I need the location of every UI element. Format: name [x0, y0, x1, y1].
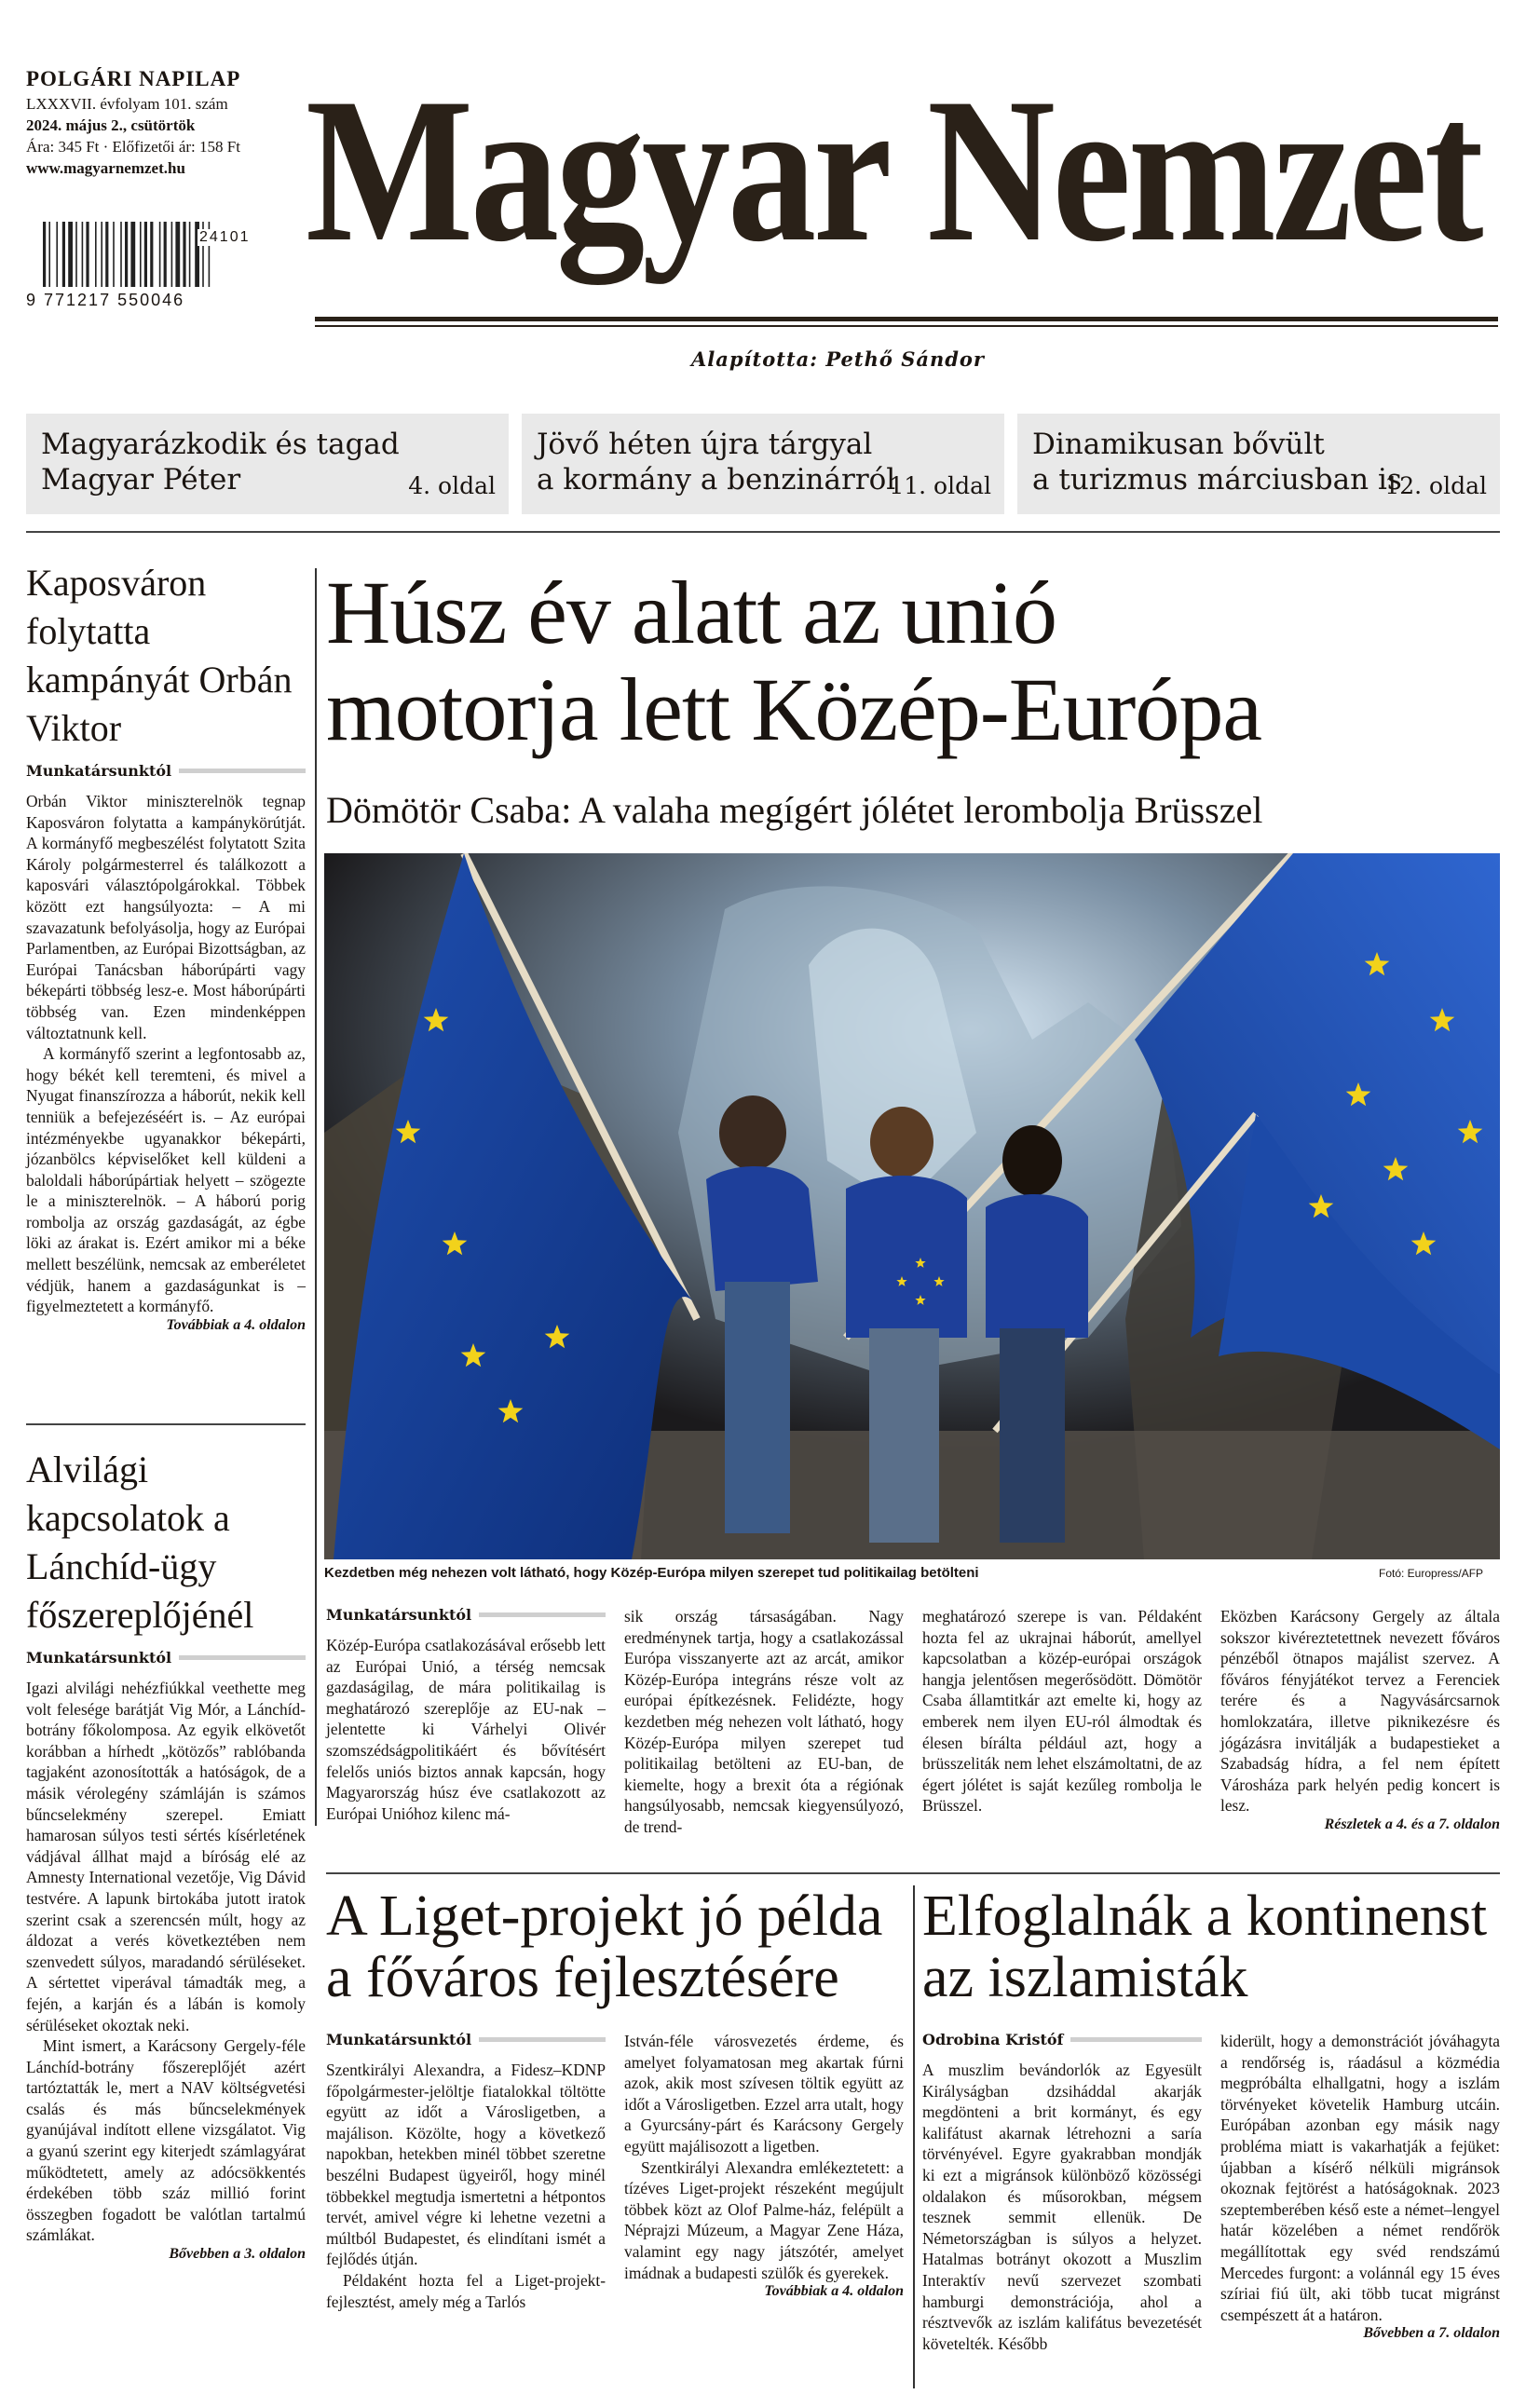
byline-rule	[1070, 2037, 1202, 2042]
article-byline: Munkatársunktól	[326, 1606, 472, 1624]
main-column-1	[326, 1606, 606, 1824]
article-body	[624, 2031, 904, 2283]
issue-date: 2024. május 2., csütörtök	[26, 116, 196, 134]
volume-info: LXXXVII. évfolyam 101. szám	[26, 95, 228, 113]
byline-rule	[479, 2037, 606, 2042]
liget-column-1	[326, 2031, 606, 2312]
article-paragraph: Orbán Viktor miniszterelnök tegnap Kaposváron folytatta a kampánykörútját. A kormányfő megbeszélést folytatott Szita Károly polgármesterrel és találkozott a kaposvári választópolgárokkal. Többek között ezt hangsúlyozta: – A mi szavazatunk befolyásolja, hogy az Európai Parlamentben, az Európai Bizottságban, az Európai Tanácsban háborúpárti vagy békepárti többség lesz-e. Most háborúpárti többség van. Ezen mindenképpen változtatnunk kell.	[26, 792, 306, 1042]
article-kaposvar	[26, 559, 306, 1334]
headline-line: Elfoglalnák a kontinenst	[922, 1884, 1488, 1948]
article-body	[326, 2060, 606, 2312]
teaser-line: a turizmus márciusban is	[1032, 463, 1402, 497]
section-divider	[26, 531, 1500, 533]
article-paragraph: Eközben Karácsony Gergely az általa sokszor kivéreztetettnek nevezett főváros pénzéből ötnapos majálist szervez. A főváros fényjátékot tervez a Ferenciek terére és a Nagyvásárcsarnok homlokzatára, illetve piknikezésre és jógázásra invitálják a budapestieket a Szabadság hídra, a fel nem épített Városháza park helyén pedig koncert is lesz.	[1220, 1607, 1500, 1816]
article-paragraph: kiderült, hogy a demonstrációt jóváhagyta a rendőrség is, ráadásul a közmédia megpróbálta elhallgatni, hogy a iszlám törvényeket követelik Hamburg utcáin. Európában azonban egy másik nagy probléma miatt is vakarhatják a fejüket: újabban a kísérő nélküli migránsok okoznak fejtörést a hatóságoknak. 2023 szeptemberében késő este a német–lengyel határ közelében a német rendőrök megállítottak egy svéd rendszámú Mercedes furgont: a volánnál egy 15 éves szíriai fiú ült, aki több tucat migránst csempészett át a határon.	[1220, 2032, 1500, 2324]
photo-caption: Kezdetben még nehezen volt látható, hogy Közép-Európa milyen szerepet tud politikailag betölteni	[324, 1565, 979, 1581]
main-headline-line: Húsz év alatt az unió	[326, 563, 1057, 662]
headline-line: A Liget-projekt jó példa	[326, 1884, 883, 1948]
article-headline[interactable]: Alvilági kapcsolatok a Lánchíd-ügy főszereplőjénél	[26, 1449, 254, 1636]
website-link[interactable]: www.magyarnemzet.hu	[26, 159, 185, 177]
continued-link[interactable]: Továbbiak a 4. oldalon	[764, 2283, 904, 2300]
section-divider	[326, 1872, 1500, 1874]
iszlam-column-1	[922, 2031, 1202, 2354]
eu-flags-photo	[324, 853, 1500, 1559]
teaser-line: a kormány a benzinárról	[537, 463, 896, 497]
article-paragraph: Szentkirályi Alexandra, a Fidesz–KDNP főpolgármester-jelöltje fiatalokkal töltötte együtt az időt a Városligetben, a majálison. Közölte, hogy a következő napokban, hetekben minél többet szeretne beszélni Budapest ügyeiről, hogy minél többekkel megtudja ismertetni a hétpontos tervét, amivel végre ki lehetne vezetni a múltból Budapestet, és elindítani ismét a fejlődés útján.	[326, 2061, 606, 2269]
teaser-page: 4. oldal	[408, 472, 496, 499]
continued-link[interactable]: Bővebben a 3. oldalon	[169, 2246, 306, 2263]
article-byline: Munkatársunktól	[326, 2031, 472, 2048]
barcode-code: 24101	[199, 229, 251, 245]
continued-link[interactable]: Továbbiak a 4. oldalon	[166, 1316, 306, 1333]
byline-rule	[479, 1612, 606, 1617]
liget-column-2	[624, 2031, 904, 2300]
photo-credit: Fotó: Europress/AFP	[1379, 1567, 1484, 1580]
founder-line: Alapította: Pethő Sándor	[691, 347, 985, 371]
headline-line: a főváros fejlesztésére	[326, 1946, 839, 2009]
main-photo	[324, 853, 1500, 1559]
main-column-4	[1220, 1606, 1500, 1833]
article-paragraph: Igazi alvilági nehézfiúkkal veethette meg volt felesége barátját Vig Mór, a Lánchíd-botrány főkolomposa. Az egyik elkövetőt korábban a hírhedt „kötözős” rablóbanda tagjaként azonosították a hatóságok, de a másik vérolegény számláján is számos bűncselekmény szerepel. Emiatt hamarosan súlyos testi sértés kísérletének vádjával állhat majd a bíróság elé az Amnesty International vezetője, Vig Dávid testvére. A lapunk birtokába jutott iratok szerint csak a szerencsén múlt, hogy az áldozat a verés következtében nem szenvedett súlyos, maradandó sérüléseket. A sértettet viperával támadták meg, a fején, a karján és a lábán is komoly sérüléseket okoztak neki.	[26, 1679, 306, 2034]
masthead-rule	[315, 317, 1498, 321]
teaser-box[interactable]	[26, 414, 509, 514]
byline-rule	[179, 769, 306, 773]
iszlam-column-2	[1220, 2031, 1500, 2342]
article-paragraph: A muszlim bevándorlók az Egyesült Királyságban dzsiháddal akarják megdönteni a brit kormányt, és egy kalifátust akarnak létrehozni a saría törvényével. Egyre gyakrabban mondják ki ezt a migránsok különböző közösségi oldalakon és műsorokban, mégsem tesznek semmit ellenük. De Németországban is súlyos a helyzet. Hatalmas botrányt okozott a Muszlim Interaktív nevű szervezet szombati hamburgi demonstrációja, ahol a résztvevők az iszlám kalifátus bevezetését követelték. Később	[922, 2061, 1202, 2353]
article-lanchid	[26, 1446, 306, 2263]
paper-type: POLGÁRI NAPILAP	[26, 67, 241, 90]
teaser-line: Magyarázkodik és tagad	[41, 428, 400, 461]
teaser-page: 11. oldal	[889, 472, 991, 499]
article-paragraph: Közép-Európa csatlakozásával erősebb lett az Európai Unió, a térség nemcsak gazdaságilag, de mára politikailag is meghatározó szereplője az EU-nak – jelentette ki Várhelyi Olivér szomszédságpolitikáért és bővítésért felelős uniós biztos annak kapcsán, hogy Magyarország húsz éve csatlakozott az Európai Unióhoz kilenc má-	[326, 1636, 606, 1823]
article-paragraph: A kormányfő szerint a legfontosabb az, hogy békét kell teremteni, és mivel a Nyugat finanszírozza a háborút, nekik kell tenniük a befejezéséért is. – Az európai intézményekbe ugyanakkor békepárti, józanbölcs képviselőket kell küldeni a baloldali háborúpártiak helyett – szögezte le a miniszterelnök. – A háború porig rombolja az ország gazdaságát, az égbe löki az árakat is. Ezért amikor mi a béke mellett beszélünk, nemcsak az emberéletet védjük, hanem a gazdaságunkat is – figyelmeztetett a kormányfő.	[26, 1044, 306, 1316]
column-divider	[26, 1423, 306, 1425]
teaser-line: Dinamikusan bővült	[1032, 428, 1325, 461]
masthead-title: Magyar Nemzet	[306, 56, 1481, 285]
price-info: Ára: 345 Ft · Előfizetői ár: 158 Ft	[26, 138, 240, 156]
article-paragraph: Szentkirályi Alexandra emlékeztetett: a tízéves Liget-projekt részeként megújult többek közt az Olof Palme-ház, felépült a Néprajzi Múzeum, a Magyar Zene Háza, valamint egy nagy játszótér, amelyet imádnak a budapesti szülők és gyerekek.	[624, 2157, 904, 2282]
article-body	[26, 791, 306, 1317]
masthead-rule-thin	[315, 325, 1498, 327]
article-byline: Munkatársunktól	[26, 762, 172, 780]
main-column-2: sik ország társaságában. Nagy eredménynek tartja, hogy a csatlakozással Európa visszanyerte azt az arcát, amikor Közép-Európa integráns része volt az európai építkezésnek. Felidézte, hogy kezdetben még nehezen volt látható, hogy Közép-Európa milyen szerepet tud politikailag betölteni az EU-ban, de kiemelte, hogy a brexit óta a régiónak hangsúlyosabb, nemcsak kiegyensúlyozó, de trend-	[624, 1607, 904, 1836]
article-headline[interactable]	[326, 1885, 904, 2008]
edition-info	[26, 65, 306, 179]
main-column-3: meghatározó szerepe is van. Példaként hozta fel az ukrajnai háborút, amellyel kapcsolatban a közép-európai országok hangja jelentősen megerősödött. Dömötör Csaba államtitkár azt emelte ki, hogy az emberek nem ilyen EU-ról álmodtak és élesen bírálta például azt, hogy a brüsszeliták nem lehet elszámoltatni, de az égert jólétet is saját kezűleg rombolja le Brüsszel.	[922, 1607, 1202, 1816]
column-vertical-rule	[913, 1885, 915, 2388]
article-paragraph: Példaként hozta fel a Liget-projekt-fejlesztést, amely még a Tarlós	[326, 2270, 606, 2311]
byline-rule	[179, 1655, 306, 1660]
main-headline[interactable]	[326, 565, 1500, 758]
main-subheadline: Dömötör Csaba: A valaha megígért jólétet lerombolja Brüsszel	[326, 789, 1263, 831]
teaser-box[interactable]	[522, 414, 1004, 514]
article-paragraph: Mint ismert, a Karácsony Gergely-féle Lánchíd-botrány főszereplőjét azért tartóztatták le, mert a NAV költségvetési csalás és más bűncselekmények gyanújával indított ellene vizsgálatot. Vig a gyanú szerint egy kiterjedt számlagyárat működtetett, amely az adócsökkentés érdekében több száz millió forint összegben fogadott be valótlan tartalmú számlákat.	[26, 2036, 306, 2245]
article-body	[26, 1678, 306, 2246]
teaser-line: Jövő héten újra tárgyal	[537, 428, 873, 461]
article-headline[interactable]	[922, 1885, 1500, 2008]
continued-link[interactable]: Részletek a 4. és a 7. oldalon	[1324, 1816, 1500, 1832]
main-headline-line: motorja lett Közép-Európa	[326, 660, 1261, 759]
barcode-number: 9 771217 550046	[26, 291, 185, 309]
article-headline[interactable]: Kaposváron folytatta kampányát Orbán Viktor	[26, 562, 293, 749]
headline-line: az iszlamisták	[922, 1946, 1248, 2009]
teaser-box[interactable]	[1017, 414, 1500, 514]
article-byline: Munkatársunktól	[26, 1649, 172, 1667]
teaser-line: Magyar Péter	[41, 463, 241, 497]
teaser-page: 12. oldal	[1384, 472, 1487, 499]
continued-link[interactable]: Bővebben a 7. oldalon	[1363, 2325, 1500, 2342]
article-byline: Odrobina Kristóf	[922, 2031, 1064, 2048]
article-paragraph: István-féle városvezetés érdeme, és amelyet folyamatosan meg akartak fúrni azok, akik most szívesen töltik együtt az időt a Városligetben. Ezzel arra utalt, hogy a Gyurcsány-párt és Karácsony Gergely együtt majálisozott a ligetben.	[624, 2032, 904, 2156]
column-vertical-rule	[315, 568, 317, 1826]
